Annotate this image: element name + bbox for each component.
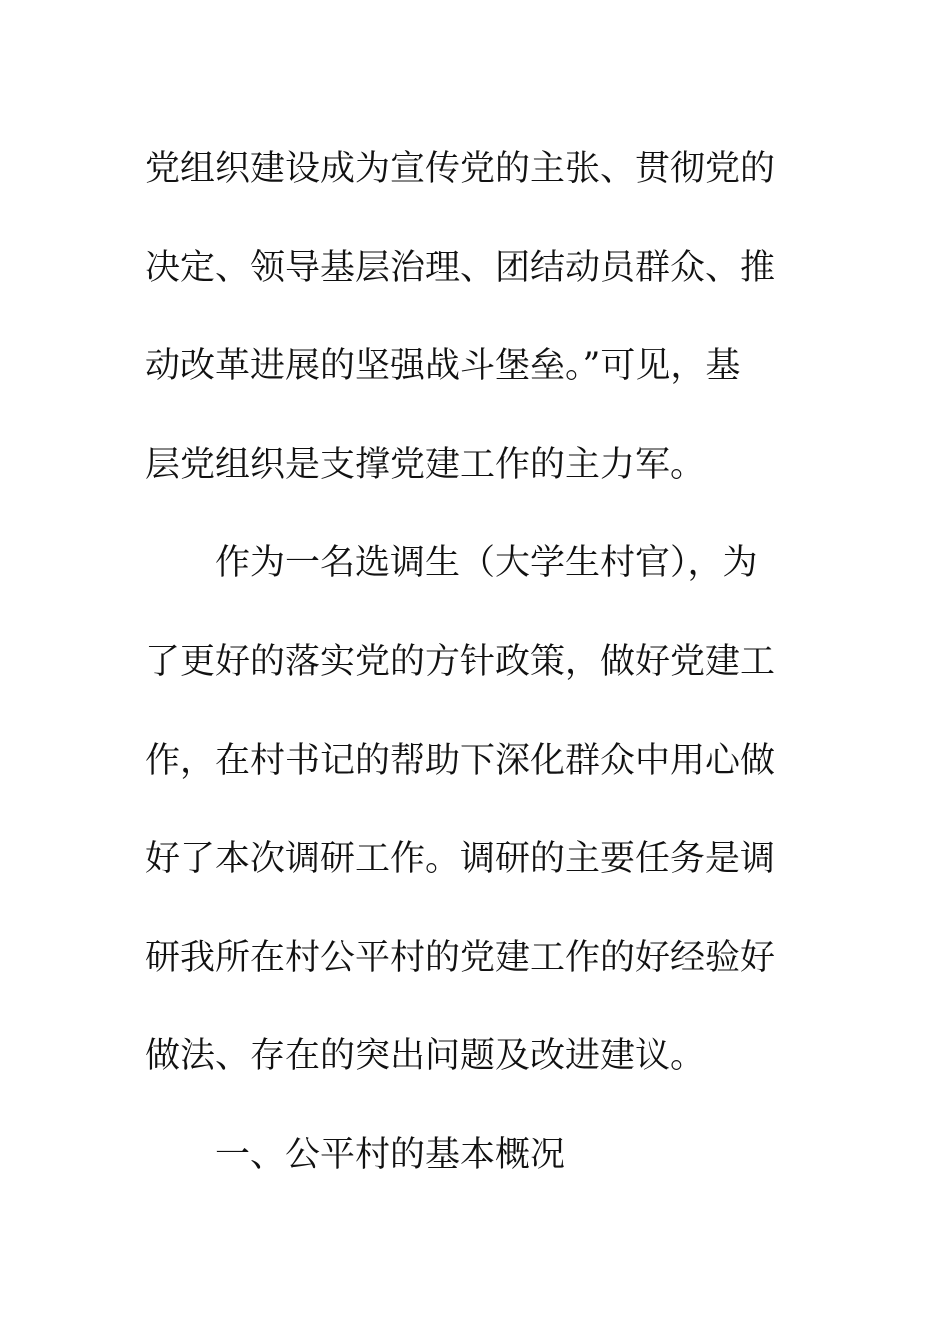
- text-line: 动改革进展的坚强战斗堡垒。”可见，基: [145, 346, 741, 387]
- section-heading: 一、公平村的基本概况: [215, 1134, 566, 1175]
- text-line: 层党组织是支撑党建工作的主力军。: [145, 444, 706, 485]
- text-line: 了更好的落实党的方针政策，做好党建工: [145, 641, 776, 682]
- text-line: 好了本次调研工作。调研的主要任务是调: [145, 839, 776, 880]
- document-body: [145, 120, 785, 1205]
- text-line: 做法、存在的突出问题及改进建议。: [145, 1036, 706, 1077]
- text-line: 党组织建设成为宣传党的主张、贯彻党的: [145, 149, 776, 189]
- text-line: 决定、领导基层治理、团结动员群众、推: [145, 247, 776, 288]
- text-line: 作，在村书记的帮助下深化群众中用心做: [145, 740, 776, 781]
- paragraph-start-line: 作为一名选调生（大学生村官），为: [215, 543, 758, 584]
- text-line: 研我所在村公平村的党建工作的好经验好: [145, 937, 776, 978]
